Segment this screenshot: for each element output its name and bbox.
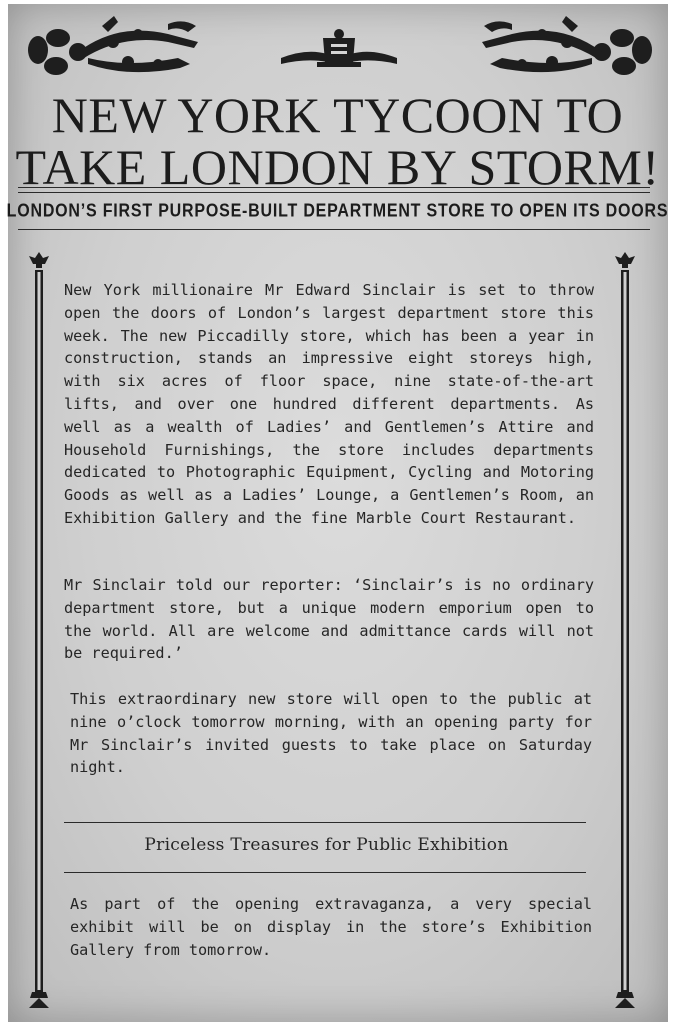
section-top-rule	[64, 822, 586, 823]
pillar-ornament-icon	[614, 252, 636, 1012]
pillar-ornament-icon	[28, 252, 50, 1012]
subhead-top-rule	[18, 187, 650, 188]
article-paragraph-1: New York millionaire Mr Edward Sinclair is set to throw open the doors of London’s largest department store this week. The new Piccadilly store, which has been a year in construction, stands an impressive eight storeys high, with six acres of floor space, nine state-of-the-art lifts, and over one hundred different departments. As well as a wealth of Ladies’ and Gentlemen’s Attire and Household Furnishings, the store includes departments dedicated to Photographic Equipment, Cycling and Motoring Goods as well as a Ladies’ Lounge, a Gentlemen’s Room, an Exhibition Gallery and the fine Marble Court Restaurant.	[64, 281, 594, 527]
section-paragraph: As part of the opening extravaganza, a very special exhibit will be on display in the store’s Exhibition Gallery from tomorrow.	[70, 895, 592, 959]
floral-ornament-icon	[18, 12, 208, 84]
subheadline: LONDON’S FIRST PURPOSE-BUILT DEPARTMENT STORE TO OPEN ITS DOORS	[6, 201, 669, 222]
article-paragraph-2: Mr Sinclair told our reporter: ‘Sinclair’s is no ordinary department store, but a unique modern emporium open to the world. All are welcome and admittance cards will not be required.’	[64, 576, 594, 663]
subhead-bottom-rule	[18, 229, 650, 230]
headline-line-2: TAKE LONDON BY STORM!	[15, 139, 660, 195]
section-bottom-rule	[64, 872, 586, 873]
floral-ornament-icon	[472, 12, 662, 84]
article-paragraph-3: This extraordinary new store will open to the public at nine o’clock tomorrow morning, with an opening party for Mr Sinclair’s invited guests to take place on Saturday night.	[70, 690, 592, 777]
subhead-top-rule-2	[18, 192, 650, 193]
crest-ornament-icon	[277, 28, 401, 70]
section-title: Priceless Treasures for Public Exhibition	[144, 835, 509, 855]
headline-line-1: NEW YORK TYCOON TO	[51, 87, 624, 143]
